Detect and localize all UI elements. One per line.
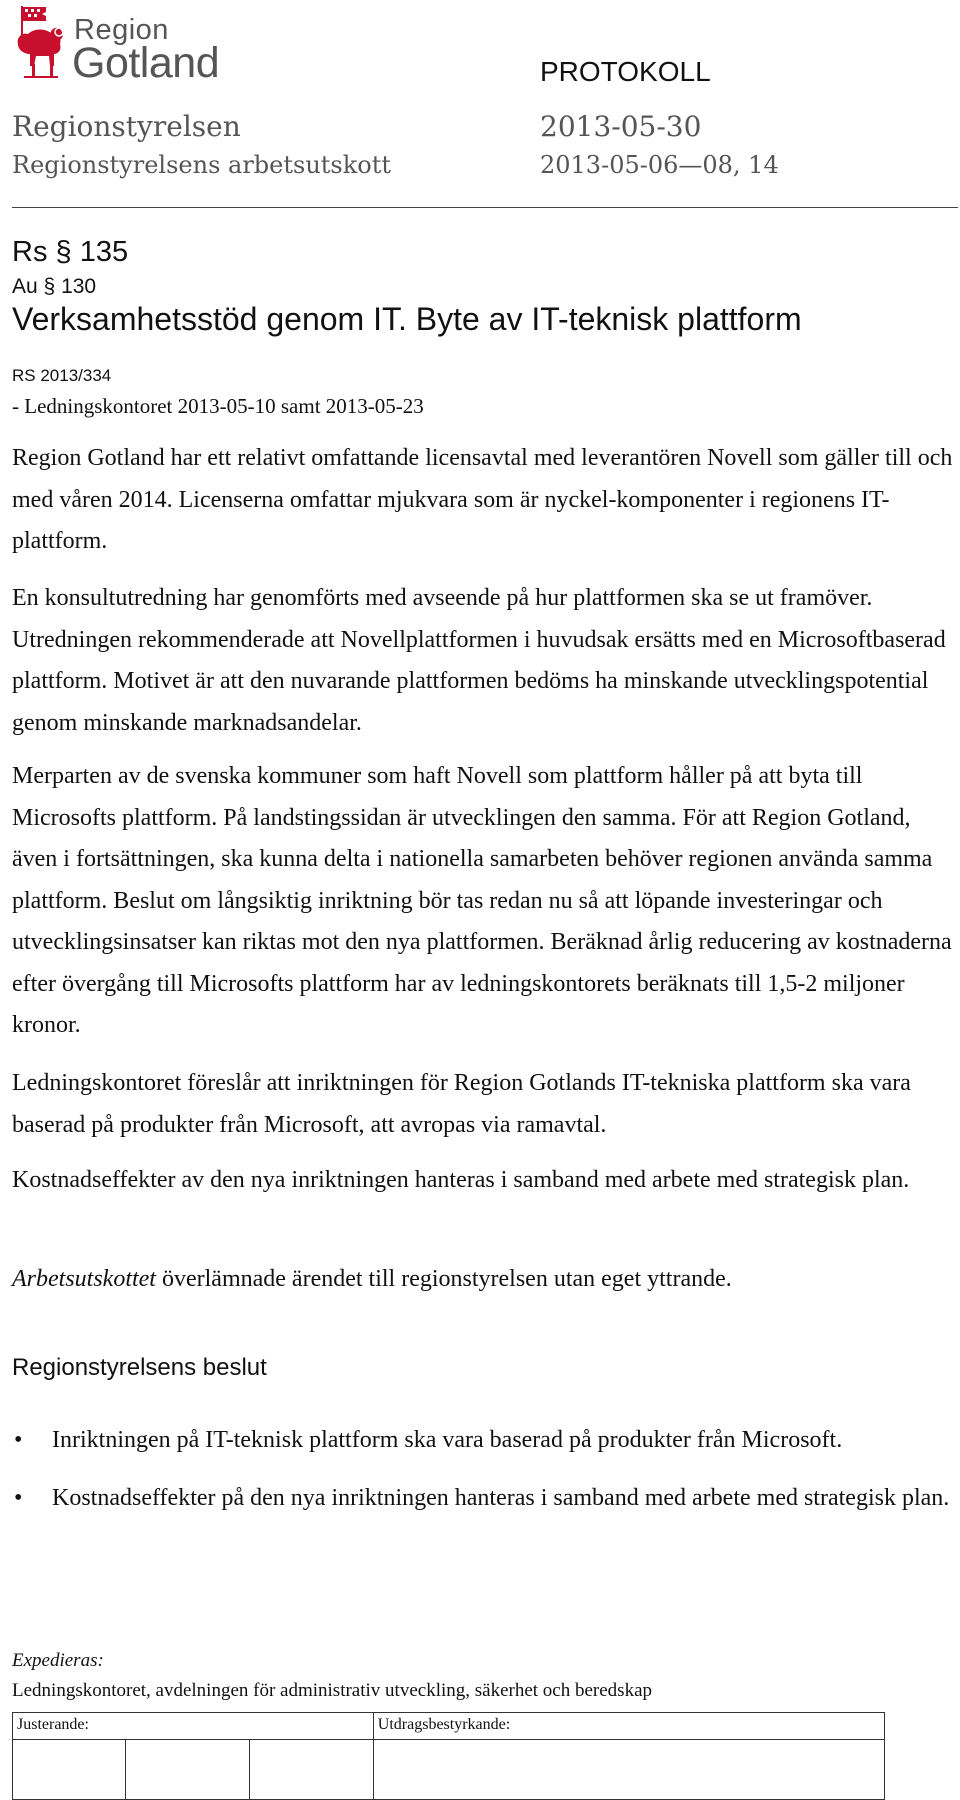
au-number: 130 [61, 275, 97, 298]
signature-box [126, 1740, 249, 1800]
expedieras-value: Ledningskontoret, avdelningen för administrativ utveckling, säkerhet och beredskap [12, 1680, 653, 1701]
paragraph-proposal: Ledningskontoret föreslår att inriktningen för Region Gotlands IT-tekniska plattform ska vara baserad på produkter från Microsoft, att avropas via ramavtal. [12, 1070, 911, 1138]
au-prefix: Au [12, 275, 38, 298]
section-sign: § [55, 236, 72, 268]
signature-table [12, 1712, 885, 1800]
logo-text-gotland: Gotland [72, 39, 220, 87]
paragraph-committee-action [12, 1259, 960, 1301]
item-title: Verksamhetsstöd genom IT. Byte av IT-teknisk plattform [12, 301, 802, 337]
ram-emblem-icon [12, 4, 68, 84]
decision-list [12, 1420, 960, 1535]
body-name: Regionstyrelsen [12, 110, 241, 143]
list-item [12, 1420, 960, 1462]
au-paragraph-number [12, 275, 96, 299]
paragraph-municipalities: Merparten av de svenska kommuner som haft Novell som plattform håller på att byta till Microsofts plattform. På landstingssidan är utvecklingen den samma. För att Region Gotland, även i fortsättningen, ska kunna delta i nationella samarbeten behöver regionen använda samma plattform. Beslut om långsiktig inriktning bör tas redan nu så att löpande investeringar och utvecklingsinsatser kan riktas mot den nya plattformen. Beräknad årlig reducering av kostnaderna efter övergång till Microsofts plattform har av ledningskontorets beräknats till 1,5-2 miljoner kronor. [12, 763, 952, 1038]
region-gotland-logo [12, 4, 222, 87]
committee-name-italic: Arbetsutskottet [12, 1266, 156, 1292]
justerande-cell [13, 1713, 374, 1740]
signature-box [13, 1740, 126, 1800]
expedieras-label: Expedieras: [12, 1650, 104, 1671]
document-type: PROTOKOLL [540, 56, 711, 87]
diarienummer: RS 2013/334 [12, 366, 112, 385]
justerande-label: Justerande: [17, 1716, 89, 1733]
signature-box [373, 1740, 884, 1800]
committee-meeting-date: 2013-05-06—08, 14 [540, 151, 779, 179]
rs-prefix: Rs [12, 236, 48, 268]
header-divider [12, 207, 958, 208]
rs-number: 135 [79, 236, 129, 268]
paragraph-costs: Kostnadseffekter av den nya inriktningen hanteras i samband med arbete med strategisk plan. [12, 1167, 910, 1193]
signature-box [249, 1740, 373, 1800]
bullet-icon: • [14, 1427, 23, 1453]
meeting-date: 2013-05-30 [540, 110, 702, 143]
decision-heading: Regionstyrelsens beslut [12, 1354, 267, 1381]
committee-name: Regionstyrelsens arbetsutskott [12, 151, 392, 179]
paragraph-investigation: En konsultutredning har genomförts med avseende på hur plattformen ska se ut framöver. Utredningen rekommenderade att Novellplattformen i huvudsak ersätts med en Microsoftbaserad plattform. Motivet är att den nuvarande plattformen bedöms ha minskande utvecklingspotential genom minskande marknadsandelar. [12, 585, 946, 736]
decision-item-text: Kostnadseffekter på den nya inriktningen hanteras i samband med arbete med strategisk plan. [52, 1484, 950, 1511]
section-sign: § [43, 275, 56, 298]
utdrag-cell [373, 1713, 884, 1740]
committee-action-text: överlämnade ärendet till regionstyrelsen utan eget yttrande. [155, 1266, 732, 1292]
rs-paragraph-number [12, 236, 128, 269]
list-item [12, 1478, 960, 1520]
bullet-icon: • [14, 1484, 23, 1511]
logo-text-region: Region [74, 14, 169, 46]
source-reference: - Ledningskontoret 2013-05-10 samt 2013-05-23 [12, 394, 424, 418]
paragraph-license: Region Gotland har ett relativt omfattande licensavtal med leverantören Novell som gäller till och med våren 2014. Licenserna omfattar mjukvara som är nyckel-komponenter i regionens IT-plattform. [12, 445, 953, 554]
decision-item-text: Inriktningen på IT-teknisk plattform ska vara baserad på produkter från Microsoft. [52, 1427, 843, 1453]
utdrag-label: Utdragsbestyrkande: [377, 1716, 511, 1733]
